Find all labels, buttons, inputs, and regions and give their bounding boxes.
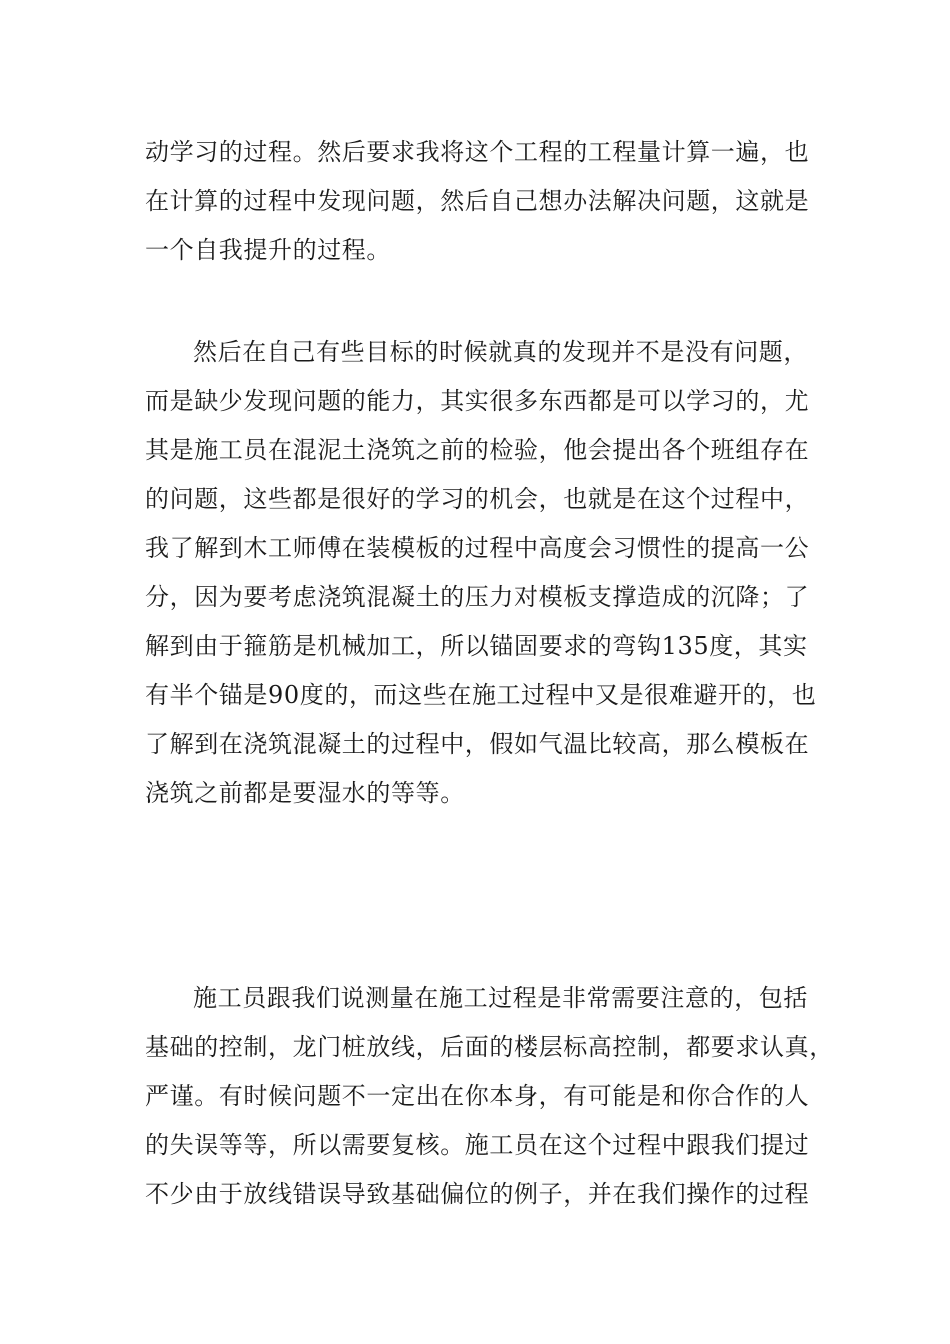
paragraph-2-line-5: 我了解到木工师傅在装模板的过程中高度会习惯性的提高一公 [145,534,810,562]
paragraph-1-line-1: 动学习的过程。然后要求我将这个工程的工程量计算一遍，也 [145,138,810,166]
paragraph-1-line-2: 在计算的过程中发现问题，然后自己想办法解决问题，这就是 [145,187,810,215]
paragraph-2-line-8: 有半个锚是90度的，而这些在施工过程中又是很难避开的，也 [145,681,817,709]
paragraph-1-line-3: 一个自我提升的过程。 [145,236,391,264]
paragraph-2-line-1: 然后在自己有些目标的时候就真的发现并不是没有问题， [193,338,808,366]
paragraph-2-line-2: 而是缺少发现问题的能力，其实很多东西都是可以学习的，尤 [145,387,810,415]
paragraph-2-line-10: 浇筑之前都是要湿水的等等。 [145,779,465,807]
paragraph-3-line-3: 严谨。有时候问题不一定出在你本身，有可能是和你合作的人 [145,1082,810,1110]
paragraph-2-line-6: 分，因为要考虑浇筑混凝土的压力对模板支撑造成的沉降；了 [145,583,810,611]
paragraph-2-line-7: 解到由于箍筋是机械加工，所以锚固要求的弯钩135度，其实 [145,632,808,660]
paragraph-3-line-1: 施工员跟我们说测量在施工过程是非常需要注意的，包括 [193,984,808,1012]
paragraph-3-line-4: 的失误等等，所以需要复核。施工员在这个过程中跟我们提过 [145,1131,810,1159]
paragraph-3-line-2: 基础的控制，龙门桩放线，后面的楼层标高控制，都要求认真， [145,1033,834,1061]
paragraph-2-line-3: 其是施工员在混泥土浇筑之前的检验，他会提出各个班组存在 [145,436,810,464]
paragraph-2-line-9: 了解到在浇筑混凝土的过程中，假如气温比较高，那么模板在 [145,730,810,758]
paragraph-2-line-4: 的问题，这些都是很好的学习的机会，也就是在这个过程中， [145,485,810,513]
paragraph-3-line-5: 不少由于放线错误导致基础偏位的例子，并在我们操作的过程 [145,1180,810,1208]
